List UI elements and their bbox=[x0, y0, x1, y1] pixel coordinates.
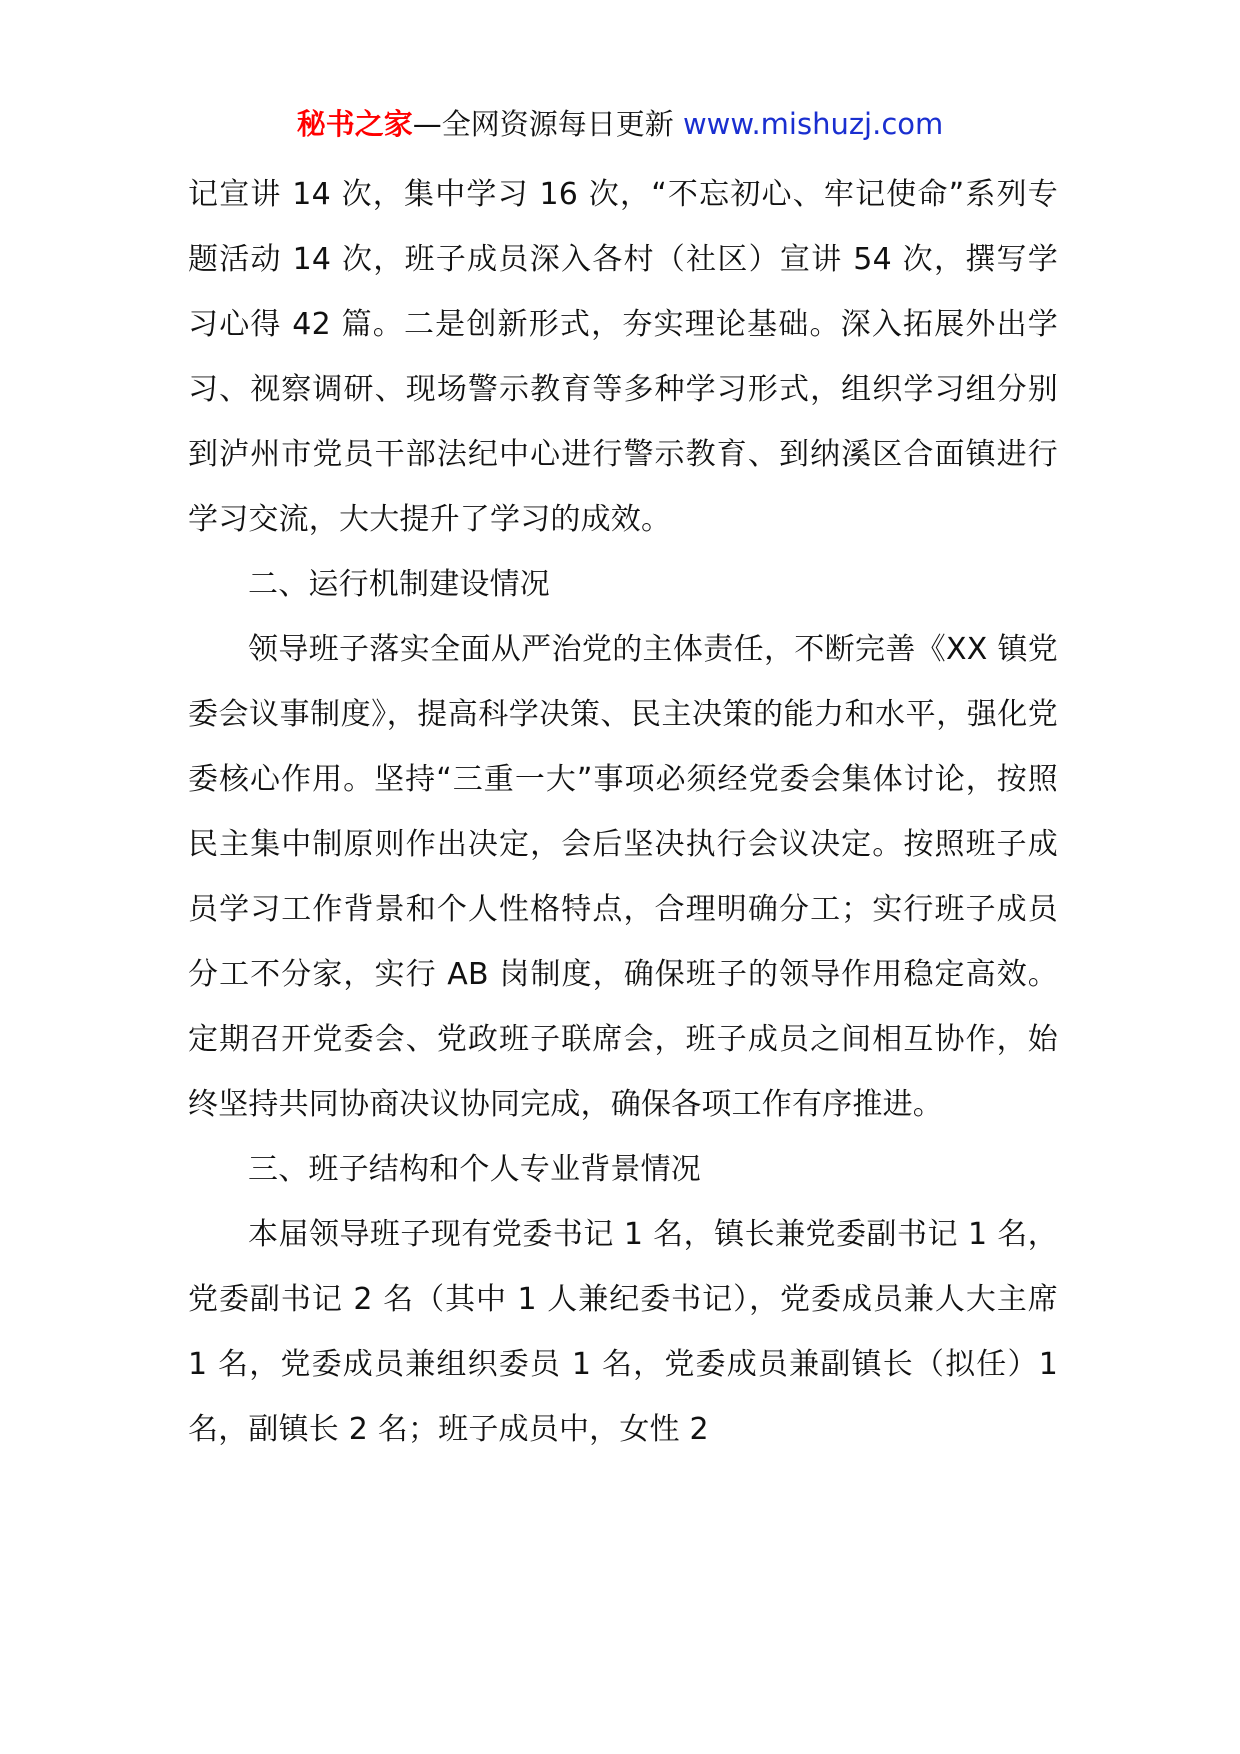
section-heading: 二、运行机制建设情况 bbox=[248, 567, 550, 602]
section-heading: 三、班子结构和个人专业背景情况 bbox=[248, 1152, 701, 1187]
header-url-link[interactable]: www.mishuzj.com bbox=[682, 107, 944, 141]
paragraph: 领导班子落实全面从严治党的主体责任，不断完善《XX 镇党委会议事制度》，提高科学决策、民主决策的能力和水平，强化党委核心作用。坚持“三重一大”事项必须经党委会集体讨论，按照民主集中制原则作出决定，会后坚决执行会议决定。按照班子成员学习工作背景和个人性格特点，合理明确分工；实行班子成员分工不分家，实行 AB 岗制度，确保班子的领导作用稳定高效。定期召开党委会、党政班子联席会，班子成员之间相互协作，始终坚持共同协商决议协同完成，确保各项工作有序推进。 bbox=[188, 632, 1058, 1122]
brand-name: 秘书之家 bbox=[296, 107, 413, 141]
document-body bbox=[188, 162, 1058, 1462]
paragraph-continuation: 记宣讲 14 次，集中学习 16 次，“不忘初心、牢记使命”系列专题活动 14 次，班子成员深入各村（社区）宣讲 54 次，撰写学习心得 42 篇。二是创新形式，夯实理论基础。深入拓展外出学习、视察调研、现场警示教育等多种学习形式，组织学习组分别到泸州市党员干部法纪中心进行警示教育、到纳溪区合面镇进行学习交流，大大提升了学习的成效。 bbox=[188, 177, 1058, 537]
site-header bbox=[0, 104, 1240, 144]
paragraph: 本届领导班子现有党委书记 1 名，镇长兼党委副书记 1 名，党委副书记 2 名（其中 1 人兼纪委书记），党委成员兼人大主席 1 名，党委成员兼组织委员 1 名，党委成员兼副镇长（拟任）1 名，副镇长 2 名；班子成员中，女性 2 bbox=[188, 1217, 1058, 1447]
header-tagline: —全网资源每日更新 bbox=[412, 107, 683, 141]
